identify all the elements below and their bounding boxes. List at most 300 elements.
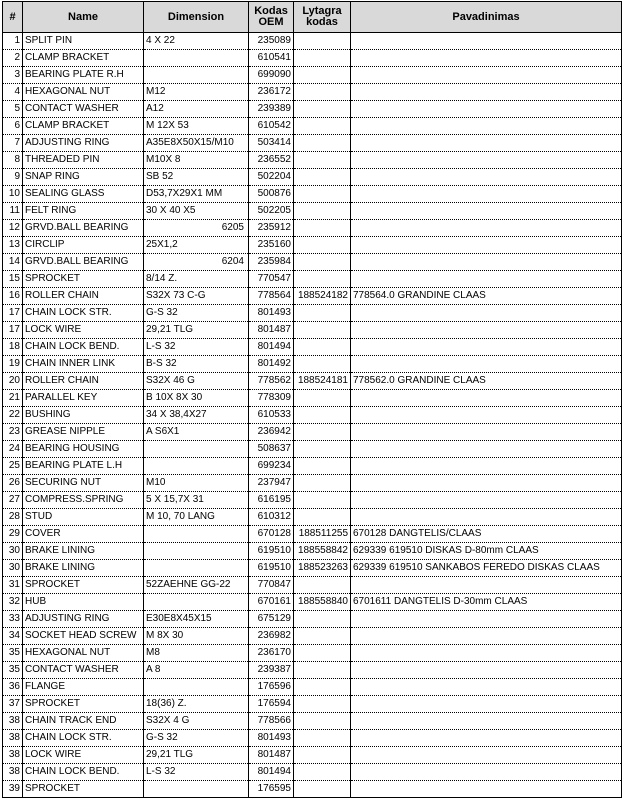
row-number-cell[interactable]: 17 bbox=[3, 322, 23, 339]
dimension-cell[interactable]: 52ZAEHNE GG-22 bbox=[144, 577, 249, 594]
oem-code-cell[interactable]: 778309 bbox=[249, 390, 294, 407]
pavadinimas-cell[interactable] bbox=[351, 135, 622, 152]
name-cell[interactable]: BRAKE LINING bbox=[23, 560, 144, 577]
pavadinimas-cell[interactable] bbox=[351, 33, 622, 50]
oem-code-cell[interactable]: 236552 bbox=[249, 152, 294, 169]
name-cell[interactable]: LOCK WIRE bbox=[23, 322, 144, 339]
row-number-cell[interactable]: 15 bbox=[3, 271, 23, 288]
name-cell[interactable]: SEALING GLASS bbox=[23, 186, 144, 203]
lytagra-code-cell[interactable] bbox=[294, 220, 351, 237]
name-cell[interactable]: ADJUSTING RING bbox=[23, 611, 144, 628]
row-number-cell[interactable]: 23 bbox=[3, 424, 23, 441]
row-number-cell[interactable]: 22 bbox=[3, 407, 23, 424]
lytagra-code-cell[interactable] bbox=[294, 509, 351, 526]
pavadinimas-cell[interactable] bbox=[351, 169, 622, 186]
name-cell[interactable]: COVER bbox=[23, 526, 144, 543]
dimension-cell[interactable]: 29,21 TLG bbox=[144, 747, 249, 764]
name-cell[interactable]: CHAIN LOCK BEND. bbox=[23, 764, 144, 781]
dimension-cell[interactable]: M 8X 30 bbox=[144, 628, 249, 645]
pavadinimas-cell[interactable] bbox=[351, 509, 622, 526]
oem-code-cell[interactable]: 235984 bbox=[249, 254, 294, 271]
dimension-cell[interactable]: B-S 32 bbox=[144, 356, 249, 373]
row-number-cell[interactable]: 16 bbox=[3, 288, 23, 305]
oem-code-cell[interactable]: 176594 bbox=[249, 696, 294, 713]
lytagra-code-cell[interactable] bbox=[294, 186, 351, 203]
row-number-cell[interactable]: 11 bbox=[3, 203, 23, 220]
dimension-cell[interactable]: 30 X 40 X5 bbox=[144, 203, 249, 220]
oem-code-cell[interactable]: 236942 bbox=[249, 424, 294, 441]
row-number-cell[interactable]: 33 bbox=[3, 611, 23, 628]
name-cell[interactable]: LOCK WIRE bbox=[23, 747, 144, 764]
pavadinimas-cell[interactable] bbox=[351, 492, 622, 509]
pavadinimas-cell[interactable] bbox=[351, 339, 622, 356]
row-number-cell[interactable]: 24 bbox=[3, 441, 23, 458]
lytagra-code-cell[interactable] bbox=[294, 441, 351, 458]
name-cell[interactable]: HEXAGONAL NUT bbox=[23, 645, 144, 662]
pavadinimas-cell[interactable] bbox=[351, 730, 622, 747]
name-cell[interactable]: BEARING PLATE R.H bbox=[23, 67, 144, 84]
oem-code-cell[interactable]: 670161 bbox=[249, 594, 294, 611]
name-cell[interactable]: ROLLER CHAIN bbox=[23, 373, 144, 390]
lytagra-code-cell[interactable] bbox=[294, 747, 351, 764]
oem-code-cell[interactable]: 801493 bbox=[249, 730, 294, 747]
lytagra-code-cell[interactable] bbox=[294, 135, 351, 152]
oem-code-cell[interactable]: 699234 bbox=[249, 458, 294, 475]
dimension-cell[interactable] bbox=[144, 679, 249, 696]
lytagra-code-cell[interactable]: 188511255 bbox=[294, 526, 351, 543]
lytagra-code-cell[interactable] bbox=[294, 169, 351, 186]
pavadinimas-cell[interactable]: 778562.0 GRANDINE CLAAS bbox=[351, 373, 622, 390]
oem-code-cell[interactable]: 235089 bbox=[249, 33, 294, 50]
dimension-cell[interactable] bbox=[144, 781, 249, 798]
oem-code-cell[interactable]: 610542 bbox=[249, 118, 294, 135]
table-row bbox=[3, 730, 622, 747]
lytagra-code-cell[interactable] bbox=[294, 492, 351, 509]
dimension-cell[interactable]: M 12X 53 bbox=[144, 118, 249, 135]
name-cell[interactable]: SOCKET HEAD SCREW bbox=[23, 628, 144, 645]
dimension-cell[interactable] bbox=[144, 458, 249, 475]
pavadinimas-cell[interactable] bbox=[351, 67, 622, 84]
oem-code-cell[interactable]: 801494 bbox=[249, 339, 294, 356]
lytagra-code-cell[interactable] bbox=[294, 679, 351, 696]
oem-code-cell[interactable]: 699090 bbox=[249, 67, 294, 84]
pavadinimas-cell[interactable] bbox=[351, 390, 622, 407]
pavadinimas-cell[interactable] bbox=[351, 645, 622, 662]
table-row bbox=[3, 696, 622, 713]
dimension-cell[interactable]: G-S 32 bbox=[144, 305, 249, 322]
pavadinimas-cell[interactable] bbox=[351, 101, 622, 118]
name-cell[interactable]: HEXAGONAL NUT bbox=[23, 84, 144, 101]
name-cell[interactable]: CHAIN INNER LINK bbox=[23, 356, 144, 373]
lytagra-code-cell[interactable] bbox=[294, 730, 351, 747]
pavadinimas-cell[interactable] bbox=[351, 407, 622, 424]
pavadinimas-cell[interactable] bbox=[351, 441, 622, 458]
dimension-cell[interactable]: M10X 8 bbox=[144, 152, 249, 169]
oem-code-cell[interactable]: 235912 bbox=[249, 220, 294, 237]
dimension-cell[interactable]: 18(36) Z. bbox=[144, 696, 249, 713]
dimension-cell[interactable]: 5 X 15,7X 31 bbox=[144, 492, 249, 509]
pavadinimas-cell[interactable] bbox=[351, 611, 622, 628]
oem-code-cell[interactable]: 616195 bbox=[249, 492, 294, 509]
oem-code-cell[interactable]: 778566 bbox=[249, 713, 294, 730]
row-number-cell[interactable]: 38 bbox=[3, 764, 23, 781]
pavadinimas-cell[interactable]: 778564.0 GRANDINE CLAAS bbox=[351, 288, 622, 305]
pavadinimas-cell[interactable]: 629339 619510 DISKAS D-80mm CLAAS bbox=[351, 543, 622, 560]
pavadinimas-cell[interactable] bbox=[351, 322, 622, 339]
dimension-cell[interactable]: A S6X1 bbox=[144, 424, 249, 441]
pavadinimas-cell[interactable] bbox=[351, 577, 622, 594]
row-number-cell[interactable]: 13 bbox=[3, 237, 23, 254]
lytagra-code-cell[interactable] bbox=[294, 101, 351, 118]
row-number-cell[interactable]: 7 bbox=[3, 135, 23, 152]
oem-code-cell[interactable]: 801487 bbox=[249, 322, 294, 339]
table-row bbox=[3, 628, 622, 645]
lytagra-code-cell[interactable] bbox=[294, 628, 351, 645]
name-cell[interactable]: CHAIN LOCK STR. bbox=[23, 305, 144, 322]
table-row bbox=[3, 679, 622, 696]
oem-code-cell[interactable]: 236982 bbox=[249, 628, 294, 645]
dimension-cell[interactable] bbox=[144, 560, 249, 577]
dimension-cell[interactable] bbox=[144, 441, 249, 458]
name-cell[interactable]: GRVD.BALL BEARING bbox=[23, 254, 144, 271]
lytagra-code-cell[interactable] bbox=[294, 305, 351, 322]
header-oem[interactable] bbox=[249, 2, 294, 33]
dimension-cell[interactable] bbox=[144, 50, 249, 67]
pavadinimas-cell[interactable] bbox=[351, 696, 622, 713]
pavadinimas-cell[interactable] bbox=[351, 356, 622, 373]
dimension-cell[interactable]: L-S 32 bbox=[144, 764, 249, 781]
dimension-cell[interactable]: 6204 bbox=[144, 254, 249, 271]
name-cell[interactable]: CHAIN TRACK END bbox=[23, 713, 144, 730]
row-number-cell[interactable]: 1 bbox=[3, 33, 23, 50]
dimension-cell[interactable]: L-S 32 bbox=[144, 339, 249, 356]
name-cell[interactable]: CHAIN LOCK BEND. bbox=[23, 339, 144, 356]
row-number-cell[interactable]: 36 bbox=[3, 679, 23, 696]
name-cell[interactable]: SNAP RING bbox=[23, 169, 144, 186]
dimension-cell[interactable]: A12 bbox=[144, 101, 249, 118]
name-cell[interactable]: ADJUSTING RING bbox=[23, 135, 144, 152]
dimension-cell[interactable]: M10 bbox=[144, 475, 249, 492]
table-row bbox=[3, 509, 622, 526]
table-row bbox=[3, 594, 622, 611]
oem-code-cell[interactable]: 502205 bbox=[249, 203, 294, 220]
lytagra-code-cell[interactable] bbox=[294, 322, 351, 339]
oem-code-cell[interactable]: 176595 bbox=[249, 781, 294, 798]
name-cell[interactable]: SPLIT PIN bbox=[23, 33, 144, 50]
header-dimension[interactable]: Dimension bbox=[144, 2, 249, 33]
oem-code-cell[interactable]: 502204 bbox=[249, 169, 294, 186]
row-number-cell[interactable]: 34 bbox=[3, 628, 23, 645]
lytagra-code-cell[interactable] bbox=[294, 458, 351, 475]
lytagra-code-cell[interactable] bbox=[294, 203, 351, 220]
row-number-cell[interactable]: 25 bbox=[3, 458, 23, 475]
row-number-cell[interactable]: 37 bbox=[3, 696, 23, 713]
name-cell[interactable]: SPROCKET bbox=[23, 781, 144, 798]
name-cell[interactable]: CONTACT WASHER bbox=[23, 662, 144, 679]
name-cell[interactable]: PARALLEL KEY bbox=[23, 390, 144, 407]
name-cell[interactable]: CONTACT WASHER bbox=[23, 101, 144, 118]
name-cell[interactable]: BRAKE LINING bbox=[23, 543, 144, 560]
lytagra-code-cell[interactable] bbox=[294, 424, 351, 441]
lytagra-code-cell[interactable] bbox=[294, 271, 351, 288]
pavadinimas-cell[interactable] bbox=[351, 662, 622, 679]
table-row bbox=[3, 101, 622, 118]
name-cell[interactable]: BUSHING bbox=[23, 407, 144, 424]
pavadinimas-cell[interactable] bbox=[351, 50, 622, 67]
row-number-cell[interactable]: 35 bbox=[3, 662, 23, 679]
header-lytagra[interactable] bbox=[294, 2, 351, 33]
table-row bbox=[3, 169, 622, 186]
table-row bbox=[3, 577, 622, 594]
pavadinimas-cell[interactable] bbox=[351, 220, 622, 237]
pavadinimas-cell[interactable] bbox=[351, 781, 622, 798]
oem-code-cell[interactable]: 239389 bbox=[249, 101, 294, 118]
dimension-cell[interactable]: 34 X 38,4X27 bbox=[144, 407, 249, 424]
oem-code-cell[interactable]: 801492 bbox=[249, 356, 294, 373]
dimension-cell[interactable] bbox=[144, 67, 249, 84]
lytagra-code-cell[interactable] bbox=[294, 152, 351, 169]
dimension-cell[interactable]: SB 52 bbox=[144, 169, 249, 186]
oem-code-cell[interactable]: 670128 bbox=[249, 526, 294, 543]
lytagra-code-cell[interactable] bbox=[294, 713, 351, 730]
header-num[interactable]: # bbox=[3, 2, 23, 33]
table-row bbox=[3, 458, 622, 475]
lytagra-code-cell[interactable]: 188558840 bbox=[294, 594, 351, 611]
name-cell[interactable]: SPROCKET bbox=[23, 577, 144, 594]
oem-code-cell[interactable]: 239387 bbox=[249, 662, 294, 679]
row-number-cell[interactable]: 29 bbox=[3, 526, 23, 543]
pavadinimas-cell[interactable] bbox=[351, 458, 622, 475]
lytagra-code-cell[interactable] bbox=[294, 645, 351, 662]
table-row bbox=[3, 492, 622, 509]
pavadinimas-cell[interactable] bbox=[351, 237, 622, 254]
pavadinimas-cell[interactable] bbox=[351, 271, 622, 288]
table-row bbox=[3, 390, 622, 407]
pavadinimas-cell[interactable] bbox=[351, 747, 622, 764]
name-cell[interactable]: FLANGE bbox=[23, 679, 144, 696]
name-cell[interactable]: CIRCLIP bbox=[23, 237, 144, 254]
oem-code-cell[interactable]: 801493 bbox=[249, 305, 294, 322]
pavadinimas-cell[interactable] bbox=[351, 764, 622, 781]
row-number-cell[interactable]: 38 bbox=[3, 747, 23, 764]
name-cell[interactable]: SECURING NUT bbox=[23, 475, 144, 492]
pavadinimas-cell[interactable] bbox=[351, 84, 622, 101]
lytagra-code-cell[interactable] bbox=[294, 611, 351, 628]
lytagra-code-cell[interactable]: 188524181 bbox=[294, 373, 351, 390]
table-row bbox=[3, 543, 622, 560]
name-cell[interactable]: COMPRESS.SPRING bbox=[23, 492, 144, 509]
table-row bbox=[3, 339, 622, 356]
lytagra-code-cell[interactable] bbox=[294, 237, 351, 254]
row-number-cell[interactable]: 38 bbox=[3, 713, 23, 730]
name-cell[interactable]: STUD bbox=[23, 509, 144, 526]
name-cell[interactable]: BEARING HOUSING bbox=[23, 441, 144, 458]
oem-code-cell[interactable]: 778564 bbox=[249, 288, 294, 305]
dimension-cell[interactable] bbox=[144, 526, 249, 543]
dimension-cell[interactable]: D53,7X29X1 MM bbox=[144, 186, 249, 203]
dimension-cell[interactable]: S32X 46 G bbox=[144, 373, 249, 390]
name-cell[interactable]: GRVD.BALL BEARING bbox=[23, 220, 144, 237]
dimension-cell[interactable]: 4 X 22 bbox=[144, 33, 249, 50]
pavadinimas-cell[interactable]: 6701611 DANGTELIS D-30mm CLAAS bbox=[351, 594, 622, 611]
row-number-cell[interactable]: 9 bbox=[3, 169, 23, 186]
table-row bbox=[3, 271, 622, 288]
dimension-cell[interactable]: S32X 4 G bbox=[144, 713, 249, 730]
row-number-cell[interactable]: 21 bbox=[3, 390, 23, 407]
oem-code-cell[interactable]: 675129 bbox=[249, 611, 294, 628]
pavadinimas-cell[interactable]: 629339 619510 SANKABOS FEREDO DISKAS CLAAS bbox=[351, 560, 622, 577]
oem-code-cell[interactable]: 770547 bbox=[249, 271, 294, 288]
row-number-cell[interactable]: 27 bbox=[3, 492, 23, 509]
table-body bbox=[3, 33, 622, 798]
pavadinimas-cell[interactable] bbox=[351, 203, 622, 220]
name-cell[interactable]: HUB bbox=[23, 594, 144, 611]
row-number-cell[interactable]: 19 bbox=[3, 356, 23, 373]
pavadinimas-cell[interactable] bbox=[351, 186, 622, 203]
dimension-cell[interactable]: 29,21 TLG bbox=[144, 322, 249, 339]
row-number-cell[interactable]: 26 bbox=[3, 475, 23, 492]
oem-code-cell[interactable]: 508637 bbox=[249, 441, 294, 458]
row-number-cell[interactable]: 38 bbox=[3, 730, 23, 747]
lytagra-code-cell[interactable] bbox=[294, 33, 351, 50]
row-number-cell[interactable]: 12 bbox=[3, 220, 23, 237]
oem-code-cell[interactable]: 801494 bbox=[249, 764, 294, 781]
row-number-cell[interactable]: 18 bbox=[3, 339, 23, 356]
pavadinimas-cell[interactable] bbox=[351, 305, 622, 322]
lytagra-code-cell[interactable]: 188558842 bbox=[294, 543, 351, 560]
name-cell[interactable]: ROLLER CHAIN bbox=[23, 288, 144, 305]
lytagra-code-cell[interactable] bbox=[294, 696, 351, 713]
name-cell[interactable]: CHAIN LOCK STR. bbox=[23, 730, 144, 747]
pavadinimas-cell[interactable] bbox=[351, 679, 622, 696]
pavadinimas-cell[interactable] bbox=[351, 254, 622, 271]
row-number-cell[interactable]: 5 bbox=[3, 101, 23, 118]
lytagra-code-cell[interactable] bbox=[294, 50, 351, 67]
oem-code-cell[interactable]: 610533 bbox=[249, 407, 294, 424]
dimension-cell[interactable] bbox=[144, 594, 249, 611]
lytagra-code-cell[interactable] bbox=[294, 118, 351, 135]
name-cell[interactable]: CLAMP BRACKET bbox=[23, 50, 144, 67]
oem-code-cell[interactable]: 236172 bbox=[249, 84, 294, 101]
row-number-cell[interactable]: 32 bbox=[3, 594, 23, 611]
table-row bbox=[3, 645, 622, 662]
pavadinimas-cell[interactable] bbox=[351, 152, 622, 169]
oem-code-cell[interactable]: 235160 bbox=[249, 237, 294, 254]
oem-code-cell[interactable]: 770847 bbox=[249, 577, 294, 594]
oem-code-cell[interactable]: 236170 bbox=[249, 645, 294, 662]
lytagra-code-cell[interactable]: 188523263 bbox=[294, 560, 351, 577]
dimension-cell[interactable]: S32X 73 C-G bbox=[144, 288, 249, 305]
name-cell[interactable]: SPROCKET bbox=[23, 271, 144, 288]
lytagra-code-cell[interactable] bbox=[294, 67, 351, 84]
name-cell[interactable]: FELT RING bbox=[23, 203, 144, 220]
dimension-cell[interactable]: 8/14 Z. bbox=[144, 271, 249, 288]
oem-code-cell[interactable]: 500876 bbox=[249, 186, 294, 203]
row-number-cell[interactable]: 3 bbox=[3, 67, 23, 84]
row-number-cell[interactable]: 6 bbox=[3, 118, 23, 135]
table-row bbox=[3, 237, 622, 254]
lytagra-code-cell[interactable] bbox=[294, 356, 351, 373]
pavadinimas-cell[interactable] bbox=[351, 118, 622, 135]
pavadinimas-cell[interactable] bbox=[351, 713, 622, 730]
dimension-cell[interactable]: M8 bbox=[144, 645, 249, 662]
table-row bbox=[3, 560, 622, 577]
oem-code-cell[interactable]: 503414 bbox=[249, 135, 294, 152]
row-number-cell[interactable]: 4 bbox=[3, 84, 23, 101]
table-row bbox=[3, 305, 622, 322]
row-number-cell[interactable]: 17 bbox=[3, 305, 23, 322]
name-cell[interactable]: CLAMP BRACKET bbox=[23, 118, 144, 135]
dimension-cell[interactable] bbox=[144, 543, 249, 560]
oem-code-cell[interactable]: 610541 bbox=[249, 50, 294, 67]
row-number-cell[interactable]: 8 bbox=[3, 152, 23, 169]
dimension-cell[interactable]: M 10, 70 LANG bbox=[144, 509, 249, 526]
dimension-cell[interactable]: A35E8X50X15/M10 bbox=[144, 135, 249, 152]
lytagra-code-cell[interactable] bbox=[294, 475, 351, 492]
lytagra-code-cell[interactable] bbox=[294, 662, 351, 679]
dimension-cell[interactable]: G-S 32 bbox=[144, 730, 249, 747]
name-cell[interactable]: SPROCKET bbox=[23, 696, 144, 713]
lytagra-code-cell[interactable] bbox=[294, 577, 351, 594]
oem-code-cell[interactable]: 778562 bbox=[249, 373, 294, 390]
table-row bbox=[3, 288, 622, 305]
header-pavadinimas[interactable]: Pavadinimas bbox=[351, 2, 622, 33]
name-cell[interactable]: THREADED PIN bbox=[23, 152, 144, 169]
pavadinimas-cell[interactable] bbox=[351, 424, 622, 441]
lytagra-code-cell[interactable] bbox=[294, 781, 351, 798]
lytagra-code-cell[interactable] bbox=[294, 84, 351, 101]
oem-code-cell[interactable]: 176596 bbox=[249, 679, 294, 696]
pavadinimas-cell[interactable] bbox=[351, 628, 622, 645]
oem-code-cell[interactable]: 619510 bbox=[249, 560, 294, 577]
pavadinimas-cell[interactable] bbox=[351, 475, 622, 492]
dimension-cell[interactable]: B 10X 8X 30 bbox=[144, 390, 249, 407]
lytagra-code-cell[interactable] bbox=[294, 254, 351, 271]
row-number-cell[interactable]: 2 bbox=[3, 50, 23, 67]
table-row bbox=[3, 373, 622, 390]
name-cell[interactable]: BEARING PLATE L.H bbox=[23, 458, 144, 475]
row-number-cell[interactable]: 31 bbox=[3, 577, 23, 594]
row-number-cell[interactable]: 30 bbox=[3, 543, 23, 560]
lytagra-code-cell[interactable]: 188524182 bbox=[294, 288, 351, 305]
dimension-cell[interactable]: 25X1,2 bbox=[144, 237, 249, 254]
oem-code-cell[interactable]: 801487 bbox=[249, 747, 294, 764]
dimension-cell[interactable]: 6205 bbox=[144, 220, 249, 237]
lytagra-code-cell[interactable] bbox=[294, 390, 351, 407]
row-number-cell[interactable]: 30 bbox=[3, 560, 23, 577]
row-number-cell[interactable]: 20 bbox=[3, 373, 23, 390]
row-number-cell[interactable]: 35 bbox=[3, 645, 23, 662]
oem-code-cell[interactable]: 237947 bbox=[249, 475, 294, 492]
dimension-cell[interactable]: A 8 bbox=[144, 662, 249, 679]
lytagra-code-cell[interactable] bbox=[294, 764, 351, 781]
row-number-cell[interactable]: 10 bbox=[3, 186, 23, 203]
row-number-cell[interactable]: 14 bbox=[3, 254, 23, 271]
name-cell[interactable]: GREASE NIPPLE bbox=[23, 424, 144, 441]
row-number-cell[interactable]: 28 bbox=[3, 509, 23, 526]
oem-code-cell[interactable]: 610312 bbox=[249, 509, 294, 526]
lytagra-code-cell[interactable] bbox=[294, 339, 351, 356]
oem-code-cell[interactable]: 619510 bbox=[249, 543, 294, 560]
lytagra-code-cell[interactable] bbox=[294, 407, 351, 424]
header-name[interactable]: Name bbox=[23, 2, 144, 33]
row-number-cell[interactable]: 39 bbox=[3, 781, 23, 798]
dimension-cell[interactable]: E30E8X45X15 bbox=[144, 611, 249, 628]
header-lytagra-line1: Lytagra bbox=[302, 5, 342, 17]
table-row bbox=[3, 713, 622, 730]
dimension-cell[interactable]: M12 bbox=[144, 84, 249, 101]
pavadinimas-cell[interactable]: 670128 DANGTELIS/CLAAS bbox=[351, 526, 622, 543]
